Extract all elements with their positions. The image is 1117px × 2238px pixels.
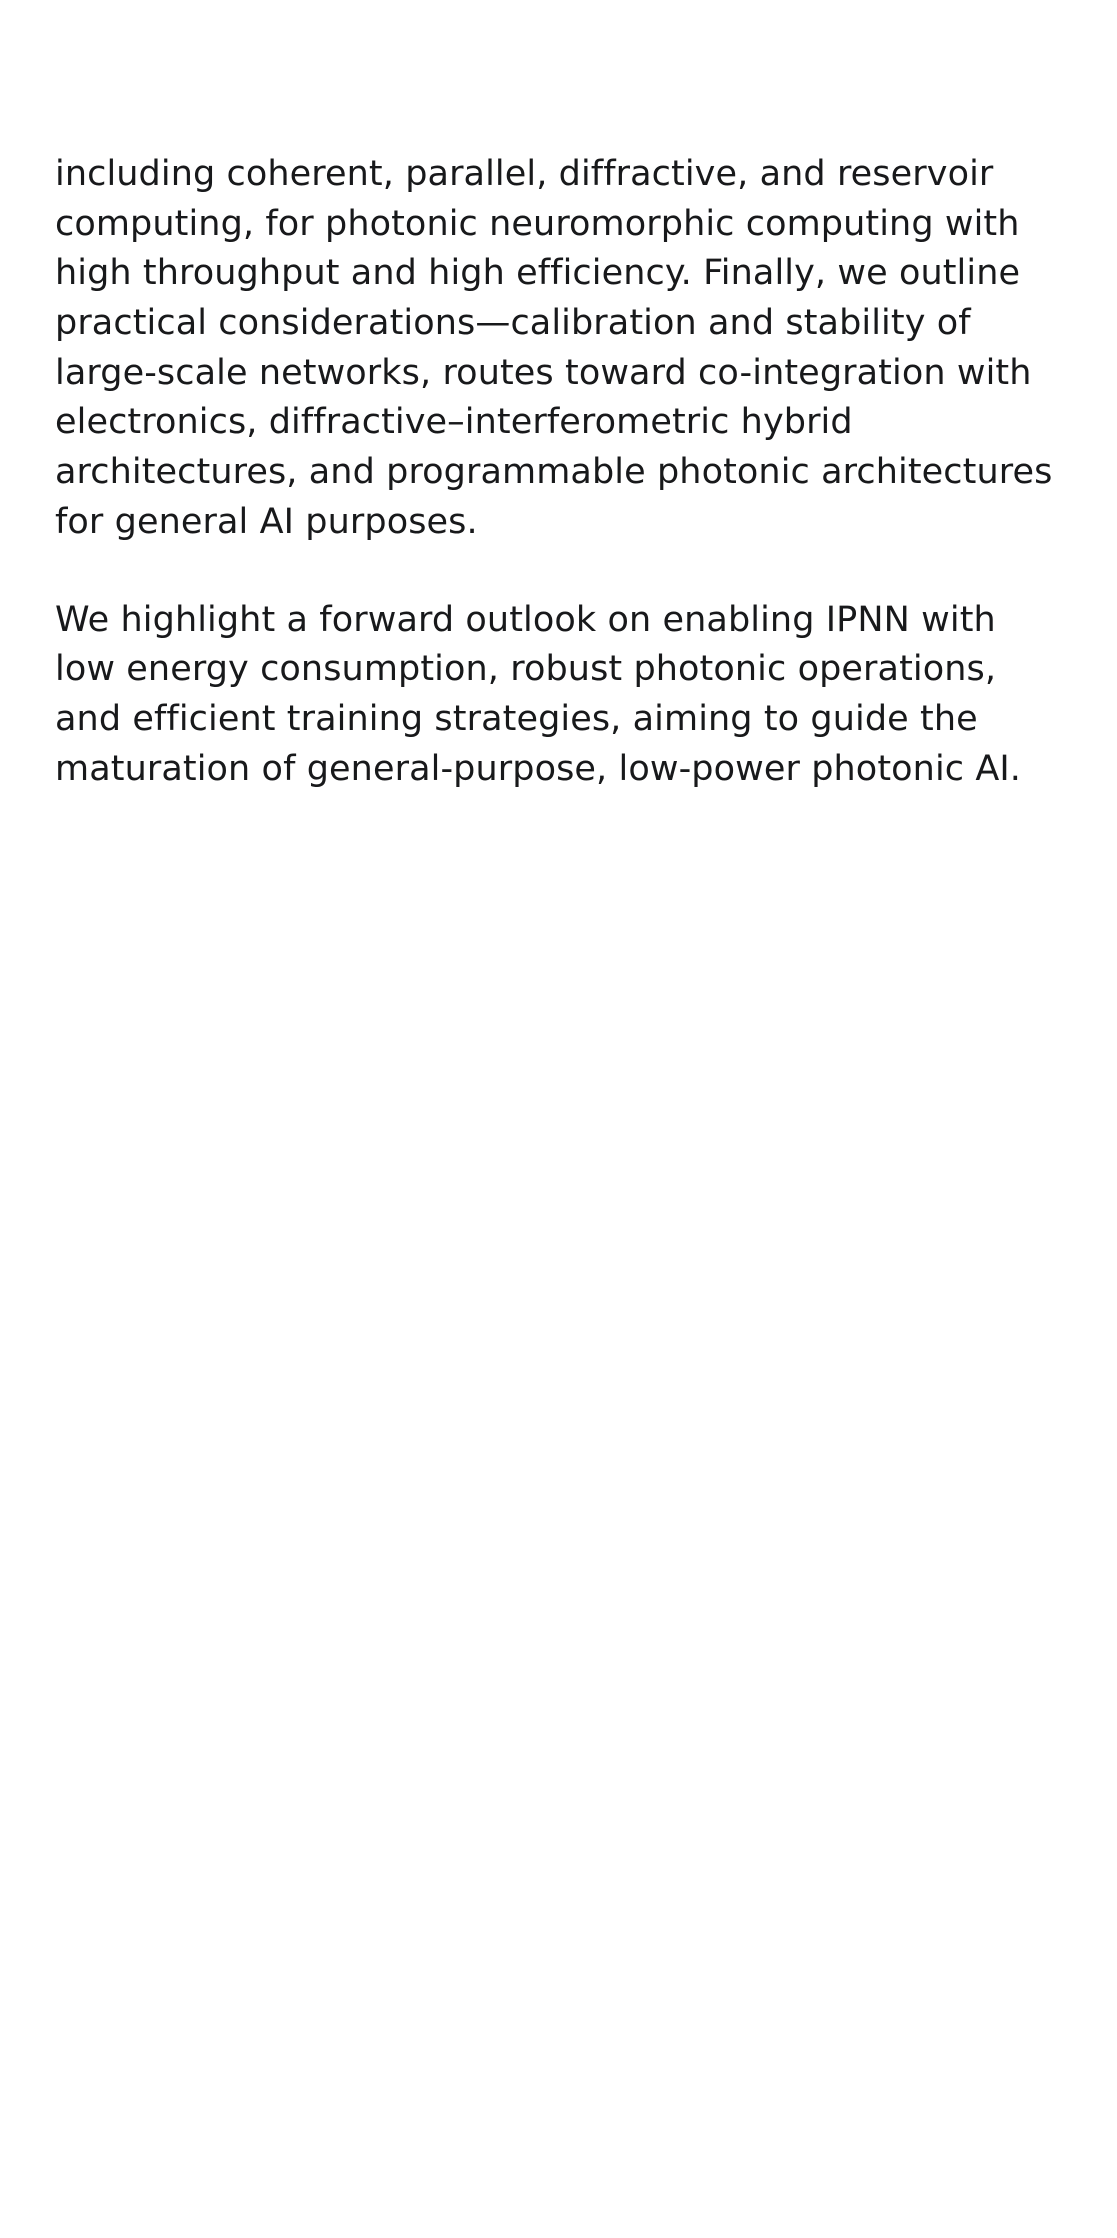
- document-body: [55, 150, 1055, 794]
- paragraph-forward-outlook: We highlight a forward outlook on enabling IPNN with low energy consumption, robust photonic operations, and efficient training strategies, aiming to guide the maturation of general-purpose, low-power photonic AI.: [55, 599, 1022, 789]
- paragraph-abstract-continuation: including coherent, parallel, diffractive, and reservoir computing, for photonic neuromorphic computing with high throughput and high efficiency. Finally, we outline practical considerations—calibration and stability of large-scale networks, routes toward co-integration with electronics, diffractive–interferometric hybrid architectures, and programmable photonic architectures for general AI purposes.: [55, 154, 1053, 542]
